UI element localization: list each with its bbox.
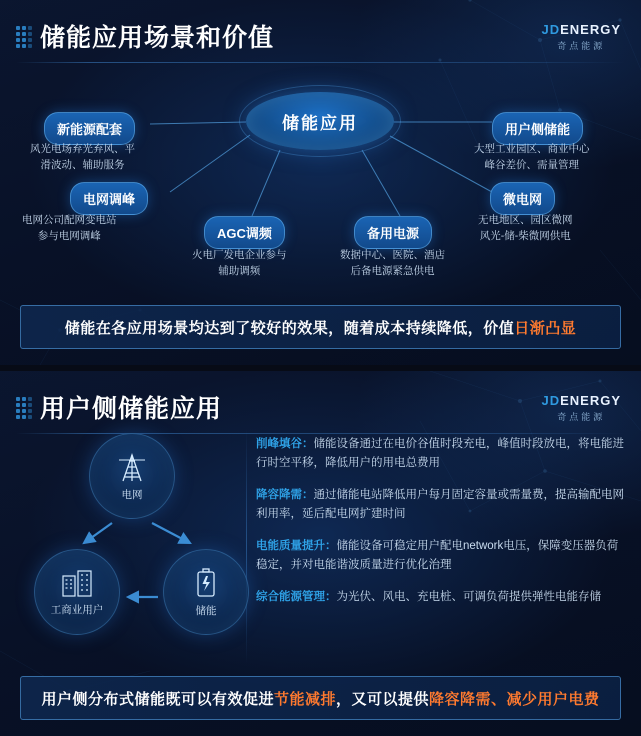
logo-mark-j: JD	[541, 22, 561, 37]
bullet-text-power-quality: 储能设备可稳定用户配电network电压，保障变压器负荷稳定，并对电能谐波质量进行优化治理	[256, 539, 619, 571]
page-title-2: 用户侧储能应用	[40, 395, 223, 423]
diagram-hub: 储能应用	[246, 92, 394, 150]
bullet-key-peak-shaving: 削峰填谷：	[256, 438, 314, 450]
list-item	[256, 486, 628, 524]
bullet-key-integrated-energy: 综合能源管理：	[256, 590, 337, 603]
logo-mark-rest: ENERGY	[560, 22, 621, 37]
ring-industrial-user-label: 工商业用户	[50, 603, 104, 616]
factory-building-icon	[60, 568, 94, 598]
node-user-side-storage-caption: 大型工业园区、商业中心 峰谷差价、需量管理	[474, 143, 590, 171]
ring-storage	[163, 549, 249, 635]
bullet-key-capacity-reduction: 降容降需：	[256, 488, 314, 501]
node-new-energy[interactable]: 新能源配套	[44, 112, 135, 145]
list-item	[256, 435, 628, 473]
slide-energy-storage-scenarios	[0, 0, 641, 365]
benefits-list	[256, 435, 628, 620]
slide1-banner-highlight: 日渐凸显	[514, 319, 577, 337]
ring-industrial-user	[34, 549, 120, 635]
power-tower-icon	[115, 451, 149, 483]
node-backup-power[interactable]: 备用电源	[354, 216, 432, 249]
logo-subtitle-2: 奇点能源	[557, 412, 606, 422]
page-title: 储能应用场景和价值	[40, 24, 275, 52]
list-item	[256, 537, 628, 575]
battery-icon	[193, 567, 219, 599]
ring-grid	[89, 433, 175, 519]
node-agc-frequency-caption: 火电厂发电企业参与 辅助调频	[192, 249, 287, 277]
ring-storage-label: 储能	[195, 604, 217, 617]
node-agc-frequency[interactable]: AGC调频	[204, 216, 285, 249]
list-item	[256, 588, 628, 607]
bullet-text-capacity-reduction: 通过储能电站降低用户每月固定容量或需量费，提高输配电网利用率，延后配电网扩建时间	[256, 488, 624, 520]
logo-subtitle: 奇点能源	[557, 41, 606, 51]
slide2-banner-text: 用户侧分布式储能既可以有效促进	[41, 690, 274, 708]
node-microgrid-caption: 无电地区、园区微网 风光-储-柴微网供电	[478, 214, 573, 242]
bullet-text-integrated-energy: 为光伏、风电、充电桩、可调负荷提供弹性电能存储	[336, 590, 601, 603]
bullet-text-peak-shaving: 储能设备通过在电价谷值时段充电，峰值时段放电，将电能进行时空平移，降低用户的用电总费用	[256, 438, 624, 469]
slide-user-side-storage	[0, 371, 641, 736]
slide2-banner-highlight-2: 降容降需、减少用户电费	[429, 690, 600, 708]
bullet-key-power-quality: 电能质量提升：	[256, 539, 337, 552]
node-grid-peak-shaving[interactable]: 电网调峰	[70, 182, 148, 215]
logo-mark-j-2: JD	[541, 393, 561, 408]
node-grid-peak-shaving-caption: 电网公司配网变电站 参与电网调峰	[22, 214, 117, 242]
slide2-banner-highlight-1: 节能减排	[273, 690, 336, 708]
slide2-banner-mid: ，又可以提供	[336, 690, 430, 708]
node-backup-power-caption: 数据中心、医院、酒店 后备电源紧急供电	[340, 249, 445, 277]
node-microgrid[interactable]: 微电网	[490, 182, 555, 215]
node-new-energy-caption: 风光电场弃光弃风、平 滑波动、辅助服务	[30, 143, 135, 171]
node-user-side-storage[interactable]: 用户侧储能	[492, 112, 583, 145]
logo-mark-rest-2: ENERGY	[560, 393, 621, 408]
slide1-banner-text: 储能在各应用场景均达到了较好的效果，随着成本持续降低，价值	[64, 319, 515, 337]
ring-grid-label: 电网	[121, 488, 143, 501]
